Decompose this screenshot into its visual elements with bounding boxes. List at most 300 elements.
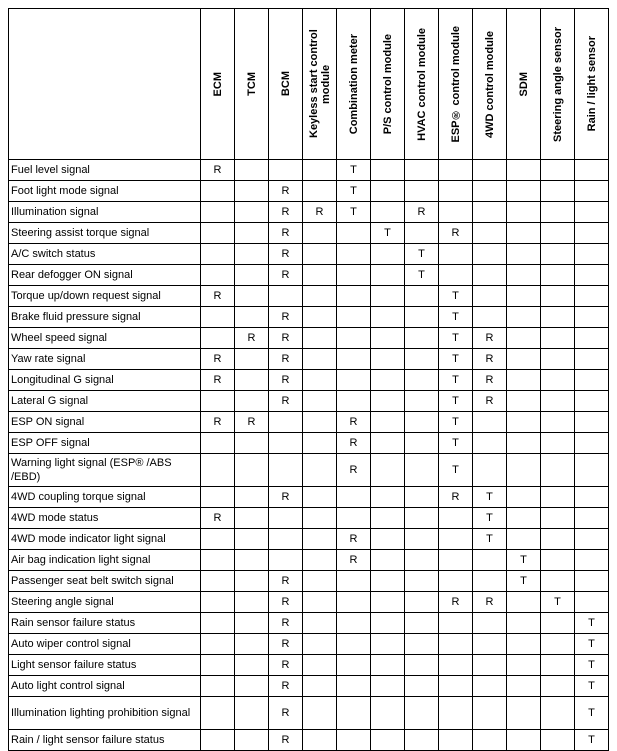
signal-name-cell: Passenger seat belt switch signal <box>9 571 201 592</box>
role-cell <box>201 697 235 730</box>
role-cell <box>303 487 337 508</box>
signal-name-cell: Steering assist torque signal <box>9 223 201 244</box>
role-cell <box>201 676 235 697</box>
role-cell <box>541 328 575 349</box>
role-cell: R <box>337 433 371 454</box>
role-cell: R <box>337 550 371 571</box>
table-row <box>9 391 609 412</box>
role-cell <box>575 286 609 307</box>
role-cell: R <box>201 412 235 433</box>
role-cell <box>541 286 575 307</box>
role-cell <box>235 202 269 223</box>
role-cell <box>235 550 269 571</box>
role-cell <box>575 328 609 349</box>
role-cell <box>575 571 609 592</box>
role-cell <box>371 391 405 412</box>
role-cell <box>337 307 371 328</box>
table-row <box>9 265 609 286</box>
signal-name-cell: Brake fluid pressure signal <box>9 307 201 328</box>
role-cell <box>371 613 405 634</box>
role-cell <box>473 613 507 634</box>
role-cell: R <box>269 697 303 730</box>
signal-name-cell: 4WD mode status <box>9 508 201 529</box>
role-cell: R <box>473 328 507 349</box>
role-cell <box>507 328 541 349</box>
role-cell <box>201 454 235 487</box>
role-cell: T <box>439 328 473 349</box>
role-cell <box>235 613 269 634</box>
signal-name-cell: Fuel level signal <box>9 160 201 181</box>
role-cell <box>371 529 405 550</box>
role-cell <box>337 349 371 370</box>
role-cell: R <box>201 508 235 529</box>
role-cell <box>201 265 235 286</box>
role-cell <box>303 349 337 370</box>
role-cell: R <box>269 730 303 751</box>
role-cell <box>405 223 439 244</box>
role-cell <box>575 508 609 529</box>
role-cell <box>405 550 439 571</box>
role-cell <box>439 244 473 265</box>
role-cell: R <box>269 613 303 634</box>
role-cell: R <box>473 349 507 370</box>
role-cell <box>541 508 575 529</box>
role-cell <box>337 676 371 697</box>
role-cell <box>541 349 575 370</box>
role-cell <box>235 676 269 697</box>
role-cell <box>303 454 337 487</box>
role-cell <box>371 487 405 508</box>
role-cell: T <box>371 223 405 244</box>
table-row <box>9 349 609 370</box>
role-cell: T <box>575 655 609 676</box>
header-row <box>9 9 609 160</box>
table-row <box>9 433 609 454</box>
role-cell: R <box>337 454 371 487</box>
role-cell <box>541 265 575 286</box>
role-cell <box>303 265 337 286</box>
role-cell <box>303 529 337 550</box>
role-cell <box>371 307 405 328</box>
role-cell: T <box>575 730 609 751</box>
role-cell: R <box>303 202 337 223</box>
role-cell <box>201 307 235 328</box>
role-cell: T <box>337 160 371 181</box>
table-row <box>9 412 609 433</box>
table-row <box>9 550 609 571</box>
role-cell: T <box>541 592 575 613</box>
role-cell <box>507 412 541 433</box>
role-cell <box>439 265 473 286</box>
role-cell <box>235 487 269 508</box>
role-cell <box>201 244 235 265</box>
role-cell <box>405 391 439 412</box>
role-cell <box>541 370 575 391</box>
signal-name-cell: Rain sensor failure status <box>9 613 201 634</box>
role-cell <box>303 571 337 592</box>
role-cell: T <box>439 433 473 454</box>
role-cell <box>439 634 473 655</box>
role-cell: T <box>337 202 371 223</box>
role-cell <box>575 181 609 202</box>
signal-name-cell: ESP ON signal <box>9 412 201 433</box>
table-row <box>9 160 609 181</box>
role-cell: T <box>473 529 507 550</box>
role-cell <box>507 244 541 265</box>
role-cell <box>405 370 439 391</box>
role-cell <box>269 160 303 181</box>
role-cell <box>575 265 609 286</box>
signal-name-cell: Yaw rate signal <box>9 349 201 370</box>
role-cell <box>371 454 405 487</box>
signal-name-cell: 4WD coupling torque signal <box>9 487 201 508</box>
role-cell: R <box>269 676 303 697</box>
role-cell <box>575 529 609 550</box>
role-cell <box>541 412 575 433</box>
role-cell <box>541 244 575 265</box>
role-cell <box>303 655 337 676</box>
header-combination-meter: Combination meter <box>337 9 371 160</box>
role-cell <box>337 391 371 412</box>
role-cell: T <box>507 550 541 571</box>
role-cell <box>235 391 269 412</box>
role-cell: T <box>439 349 473 370</box>
role-cell: R <box>269 634 303 655</box>
role-cell: R <box>201 349 235 370</box>
role-cell <box>371 181 405 202</box>
header-esp-control: ESP® control module <box>439 9 473 160</box>
role-cell <box>507 508 541 529</box>
role-cell <box>235 265 269 286</box>
role-cell <box>405 328 439 349</box>
role-cell <box>235 571 269 592</box>
role-cell: T <box>507 571 541 592</box>
table-row <box>9 286 609 307</box>
role-cell <box>507 349 541 370</box>
corner-cell <box>9 9 201 160</box>
role-cell <box>337 508 371 529</box>
role-cell <box>269 550 303 571</box>
role-cell <box>371 634 405 655</box>
role-cell <box>269 529 303 550</box>
role-cell <box>439 508 473 529</box>
signal-name-cell: Lateral G signal <box>9 391 201 412</box>
role-cell: R <box>269 265 303 286</box>
role-cell <box>507 181 541 202</box>
role-cell <box>303 370 337 391</box>
role-cell <box>337 730 371 751</box>
role-cell <box>541 550 575 571</box>
header-keyless-start: Keyless start control module <box>303 9 337 160</box>
role-cell: R <box>269 487 303 508</box>
role-cell <box>507 160 541 181</box>
table-row <box>9 181 609 202</box>
role-cell <box>541 697 575 730</box>
signal-name-cell: Illumination signal <box>9 202 201 223</box>
role-cell <box>337 487 371 508</box>
role-cell: R <box>269 181 303 202</box>
role-cell <box>405 676 439 697</box>
role-cell <box>507 433 541 454</box>
role-cell <box>541 202 575 223</box>
role-cell <box>371 202 405 223</box>
role-cell <box>473 412 507 433</box>
role-cell <box>371 328 405 349</box>
role-cell <box>303 592 337 613</box>
role-cell <box>269 454 303 487</box>
signal-module-table <box>8 8 609 751</box>
header-ecm: ECM <box>201 9 235 160</box>
role-cell <box>337 571 371 592</box>
role-cell <box>473 697 507 730</box>
role-cell <box>201 592 235 613</box>
role-cell <box>405 160 439 181</box>
role-cell: T <box>439 307 473 328</box>
role-cell <box>337 370 371 391</box>
role-cell: R <box>269 349 303 370</box>
role-cell <box>337 592 371 613</box>
header-rain-light-sensor: Rain / light sensor <box>575 9 609 160</box>
role-cell <box>507 307 541 328</box>
role-cell <box>235 454 269 487</box>
signal-name-cell: Rain / light sensor failure status <box>9 730 201 751</box>
role-cell: R <box>269 307 303 328</box>
role-cell <box>507 730 541 751</box>
role-cell <box>541 730 575 751</box>
role-cell <box>235 223 269 244</box>
role-cell: R <box>405 202 439 223</box>
role-cell: T <box>439 454 473 487</box>
role-cell <box>405 529 439 550</box>
role-cell <box>303 412 337 433</box>
role-cell <box>507 286 541 307</box>
role-cell: R <box>201 160 235 181</box>
role-cell <box>371 370 405 391</box>
role-cell <box>235 160 269 181</box>
role-cell <box>303 676 337 697</box>
role-cell <box>541 391 575 412</box>
role-cell <box>201 571 235 592</box>
role-cell <box>439 529 473 550</box>
role-cell <box>405 412 439 433</box>
role-cell <box>541 529 575 550</box>
role-cell <box>405 634 439 655</box>
signal-name-cell: Rear defogger ON signal <box>9 265 201 286</box>
role-cell <box>337 328 371 349</box>
role-cell <box>371 160 405 181</box>
signal-name-cell: Torque up/down request signal <box>9 286 201 307</box>
role-cell <box>507 223 541 244</box>
role-cell <box>303 307 337 328</box>
table-row <box>9 529 609 550</box>
table-row <box>9 730 609 751</box>
role-cell <box>201 202 235 223</box>
role-cell <box>541 181 575 202</box>
role-cell <box>439 730 473 751</box>
role-cell <box>235 181 269 202</box>
header-steering-angle-sensor: Steering angle sensor <box>541 9 575 160</box>
header-hvac-control: HVAC control module <box>405 9 439 160</box>
role-cell <box>337 286 371 307</box>
role-cell <box>541 487 575 508</box>
role-cell <box>337 244 371 265</box>
role-cell <box>541 223 575 244</box>
role-cell <box>371 730 405 751</box>
role-cell <box>303 634 337 655</box>
role-cell <box>371 697 405 730</box>
role-cell <box>235 307 269 328</box>
role-cell: R <box>439 487 473 508</box>
role-cell: R <box>269 592 303 613</box>
role-cell <box>235 349 269 370</box>
role-cell <box>575 370 609 391</box>
role-cell: T <box>439 391 473 412</box>
role-cell <box>337 223 371 244</box>
role-cell: T <box>575 634 609 655</box>
header-tcm: TCM <box>235 9 269 160</box>
role-cell <box>575 391 609 412</box>
role-cell <box>201 391 235 412</box>
role-cell <box>371 265 405 286</box>
role-cell <box>473 676 507 697</box>
role-cell <box>405 433 439 454</box>
role-cell <box>303 244 337 265</box>
role-cell <box>235 730 269 751</box>
table-row <box>9 202 609 223</box>
signal-name-cell: Light sensor failure status <box>9 655 201 676</box>
role-cell: T <box>337 181 371 202</box>
role-cell: R <box>269 328 303 349</box>
role-cell <box>473 160 507 181</box>
role-cell <box>235 592 269 613</box>
role-cell <box>337 634 371 655</box>
role-cell <box>235 286 269 307</box>
role-cell: T <box>405 265 439 286</box>
role-cell <box>371 412 405 433</box>
role-cell <box>439 160 473 181</box>
signal-name-cell: Longitudinal G signal <box>9 370 201 391</box>
role-cell <box>473 655 507 676</box>
role-cell <box>405 655 439 676</box>
signal-name-cell: 4WD mode indicator light signal <box>9 529 201 550</box>
role-cell: T <box>575 676 609 697</box>
role-cell <box>337 655 371 676</box>
role-cell <box>405 508 439 529</box>
role-cell <box>371 655 405 676</box>
signal-name-cell: A/C switch status <box>9 244 201 265</box>
role-cell <box>303 613 337 634</box>
role-cell <box>541 613 575 634</box>
role-cell <box>303 391 337 412</box>
role-cell: T <box>439 412 473 433</box>
table-row <box>9 571 609 592</box>
role-cell <box>371 676 405 697</box>
role-cell: T <box>575 613 609 634</box>
signal-name-cell: Illumination lighting prohibition signal <box>9 697 201 730</box>
role-cell <box>439 613 473 634</box>
role-cell <box>337 613 371 634</box>
role-cell <box>473 307 507 328</box>
role-cell <box>439 202 473 223</box>
role-cell: R <box>269 571 303 592</box>
role-cell <box>303 160 337 181</box>
table-row <box>9 307 609 328</box>
role-cell <box>507 655 541 676</box>
role-cell: R <box>269 202 303 223</box>
role-cell <box>371 433 405 454</box>
role-cell <box>405 571 439 592</box>
role-cell <box>473 634 507 655</box>
role-cell <box>473 265 507 286</box>
role-cell <box>235 433 269 454</box>
role-cell <box>303 328 337 349</box>
table-row <box>9 634 609 655</box>
role-cell <box>201 730 235 751</box>
role-cell <box>439 697 473 730</box>
role-cell <box>507 529 541 550</box>
role-cell <box>473 550 507 571</box>
role-cell <box>235 697 269 730</box>
header-ps-control: P/S control module <box>371 9 405 160</box>
role-cell <box>507 391 541 412</box>
role-cell <box>541 571 575 592</box>
role-cell <box>507 676 541 697</box>
table-row <box>9 508 609 529</box>
role-cell: R <box>439 592 473 613</box>
role-cell: T <box>405 244 439 265</box>
role-cell <box>303 223 337 244</box>
role-cell <box>473 433 507 454</box>
table-row <box>9 592 609 613</box>
role-cell <box>541 454 575 487</box>
role-cell <box>405 487 439 508</box>
role-cell <box>507 202 541 223</box>
role-cell <box>507 634 541 655</box>
role-cell <box>201 634 235 655</box>
role-cell: R <box>269 655 303 676</box>
table-row <box>9 328 609 349</box>
signal-name-cell: Foot light mode signal <box>9 181 201 202</box>
role-cell <box>405 613 439 634</box>
role-cell <box>235 244 269 265</box>
role-cell <box>269 412 303 433</box>
role-cell <box>201 487 235 508</box>
signal-name-cell: Auto light control signal <box>9 676 201 697</box>
role-cell <box>405 592 439 613</box>
role-cell <box>575 202 609 223</box>
role-cell <box>575 550 609 571</box>
role-cell <box>201 529 235 550</box>
role-cell: T <box>473 508 507 529</box>
role-cell <box>235 655 269 676</box>
role-cell <box>201 328 235 349</box>
role-cell: R <box>337 529 371 550</box>
role-cell <box>371 349 405 370</box>
table-row <box>9 244 609 265</box>
role-cell <box>473 730 507 751</box>
role-cell <box>303 433 337 454</box>
role-cell <box>371 592 405 613</box>
role-cell <box>473 454 507 487</box>
role-cell <box>473 202 507 223</box>
role-cell <box>473 223 507 244</box>
table-row <box>9 454 609 487</box>
role-cell: R <box>337 412 371 433</box>
signal-name-cell: Air bag indication light signal <box>9 550 201 571</box>
role-cell <box>269 433 303 454</box>
role-cell: R <box>439 223 473 244</box>
role-cell <box>235 508 269 529</box>
